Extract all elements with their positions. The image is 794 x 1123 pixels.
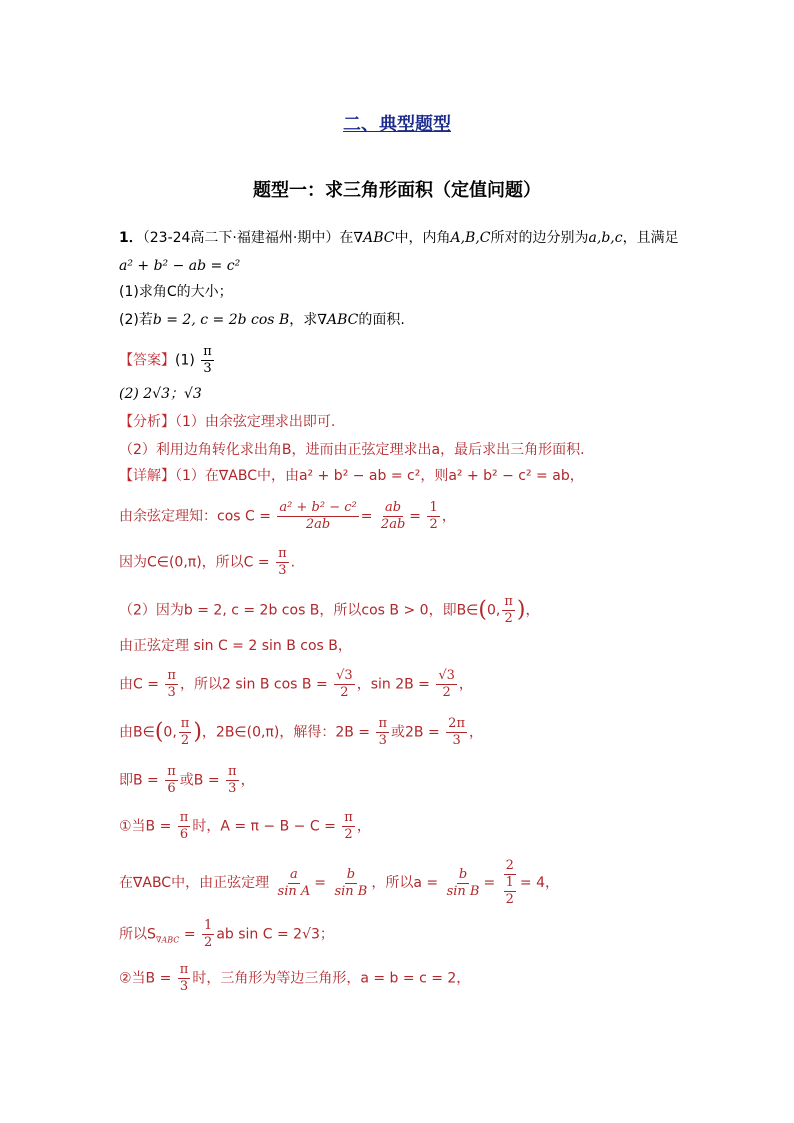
analysis-line-2: （2）利用边角转化求出角B，进而由正弦定理求出a，最后求出三角形面积.	[119, 442, 585, 458]
answer-line-2: (2) 2√3；√3	[119, 386, 202, 402]
section-heading: 二、典型题型	[343, 114, 451, 135]
detail-tag: 【详解】	[119, 468, 175, 484]
answer-line-1: 【答案】(1) $\frac{\pi}{3}$	[119, 344, 212, 376]
detail-line-3: 因为C∈(0,π)，所以C = $\frac{\pi}{3}$ .	[119, 546, 296, 578]
type-title: 题型一：求三角形面积（定值问题）	[253, 180, 541, 201]
detail-line-8: 即B = $\frac{\pi}{6}$ 或B = $\frac{\pi}{3}$ ，	[119, 764, 255, 796]
detail-line-11: 所以$S_{\nabla ABC}$ = $\frac{1}{2}$ ab sin C = 2√3；	[119, 918, 334, 950]
detail-line-9: ①当B = $\frac{\pi}{6}$ 时，A = π − B − C = $\frac{\pi}{2}$ ，	[119, 810, 371, 842]
problem-part2: (2)若b = 2, c = 2b cos B，求∇ABC的面积.	[119, 312, 405, 328]
detail-line-4: （2）因为b = 2, c = 2b cos B，所以cos B > 0，即B∈(0, $\frac{\pi}{2}$ )，	[119, 594, 540, 626]
analysis-line-1: 【分析】（1）由余弦定理求出即可.	[119, 414, 336, 430]
detail-line-10: 在∇ABC中，由正弦定理 $\frac{a}{\text{sin A}}$ = $\frac{b}{\text{sin B}}$ ，所以a = $\frac{b}{\text{sin B}}$ = $\frac{2}{\frac{1}{2}}$ = 4，	[119, 858, 560, 907]
problem-number: 1．	[119, 230, 143, 246]
detail-line-5: 由正弦定理 sin C = 2 sin B cos B，	[119, 638, 352, 654]
problem-part1: (1)求角C的大小；	[119, 284, 233, 300]
problem-source: （23-24高二下·福建福州·期中）	[142, 230, 340, 246]
problem-condition: a² + b² − ab = c²	[119, 258, 241, 274]
detail-line-12: ②当B = $\frac{\pi}{3}$ 时，三角形为等边三角形，a = b = c = 2，	[119, 962, 471, 994]
answer-fraction: $\frac{\pi}{3}$	[203, 344, 212, 376]
problem-stem: 1．（23-24高二下·福建福州·期中）在∇ABC中，内角A,B,C所对的边分别为a,b,c，且满足	[119, 230, 679, 246]
detail-line-1: 【详解】（1）在∇ABC中，由a² + b² − ab = c²，则a² + b² − c² = ab，	[119, 468, 584, 484]
detail-line-7: 由B∈(0, $\frac{\pi}{2}$ )，2B∈(0,π)，解得：2B = $\frac{\pi}{3}$ 或2B = $\frac{2\pi}{3}$ ，	[119, 716, 483, 748]
answer-tag: 【答案】	[119, 352, 175, 369]
detail-line-6: 由C = $\frac{\pi}{3}$ ，所以2 sin B cos B = $\frac{√3}{2}$ ，sin 2B = $\frac{√3}{2}$ ，	[119, 668, 473, 700]
analysis-tag: 【分析】	[119, 414, 175, 430]
detail-line-2: 由余弦定理知：cos C = $\frac{\text{a² + b² − c²}}{2ab}$ = $\frac{ab}{2ab}$ = $\frac{1}{2}$ ，	[119, 500, 456, 532]
